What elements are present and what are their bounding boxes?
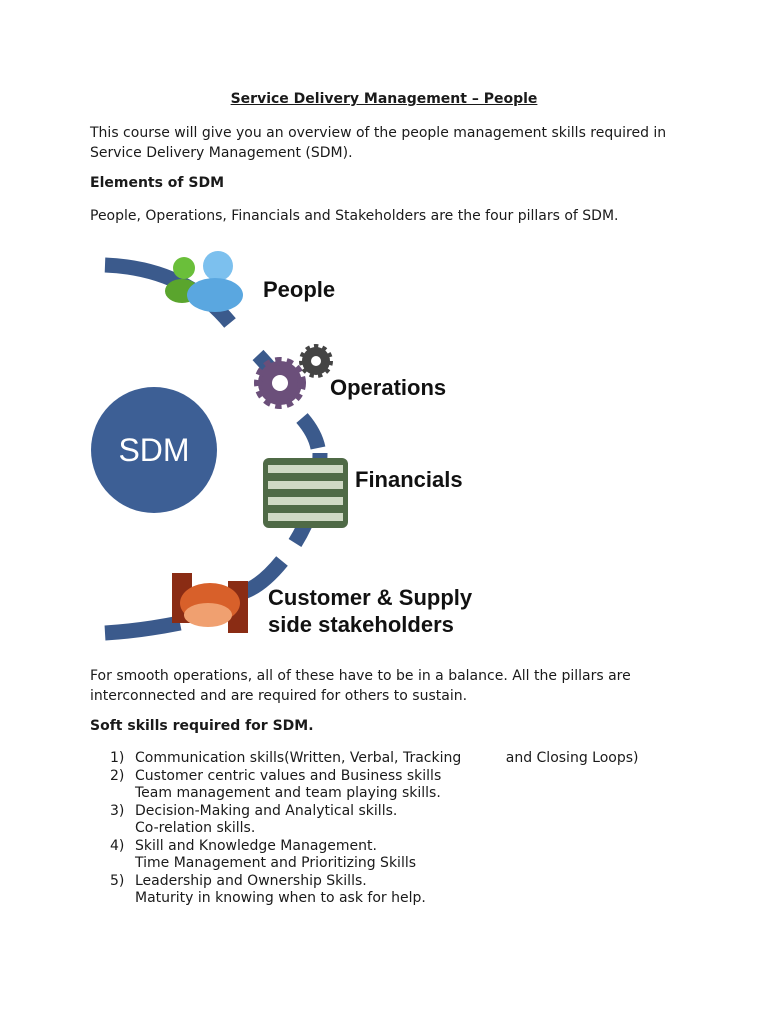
money-stack-icon	[263, 458, 348, 528]
stakeholders-label-line1: Customer & Supply	[268, 585, 473, 610]
list-item	[110, 873, 670, 908]
list-item-number: 4)	[110, 837, 125, 854]
balance-paragraph: For smooth operations, all of these have to be in a balance. All the pillars are interconnected and are required for others to sustain.	[90, 668, 631, 704]
sdm-pillars-figure	[80, 243, 500, 653]
soft-skills-list	[110, 750, 670, 908]
list-item	[110, 838, 670, 873]
page-title: Service Delivery Management – People	[230, 91, 538, 107]
people-label: People	[263, 277, 336, 302]
sdm-pillars-diagram	[80, 243, 500, 653]
list-item	[110, 750, 670, 768]
intro-paragraph: This course will give you an overview of the people management skills required in Service Delivery Management (SDM).	[90, 125, 667, 161]
list-item-text: Decision-Making and Analytical skills.	[135, 802, 398, 819]
list-item-subtext: Maturity in knowing when to ask for help.	[135, 890, 426, 906]
list-item-number: 1)	[110, 750, 125, 766]
list-item-text: Customer centric values and Business skills	[135, 767, 442, 784]
list-item-subtext: Co-relation skills.	[135, 820, 256, 836]
arc-segment-mid	[302, 418, 318, 448]
pillars-paragraph: People, Operations, Financials and Stakeholders are the four pillars of SDM.	[90, 208, 619, 224]
list-item-number: 5)	[110, 872, 125, 889]
sdm-circle	[91, 387, 217, 513]
list-item	[110, 768, 670, 803]
handshake-icon	[172, 573, 248, 633]
list-item-number: 3)	[110, 802, 125, 819]
list-item	[110, 803, 670, 838]
soft-skills-heading: Soft skills required for SDM.	[90, 718, 314, 734]
list-item-text: Skill and Knowledge Management.	[135, 837, 377, 854]
financials-label: Financials	[355, 467, 463, 492]
arc-segment-bottom	[105, 623, 180, 633]
sdm-center-label: SDM	[118, 432, 190, 468]
operations-label: Operations	[330, 375, 447, 400]
list-item-number: 2)	[110, 767, 125, 784]
people-icon	[165, 251, 243, 312]
elements-heading: Elements of SDM	[90, 175, 225, 191]
list-item-text: Leadership and Ownership Skills.	[135, 872, 367, 889]
list-item-subtext: Time Management and Prioritizing Skills	[135, 855, 417, 871]
list-item-text: Communication skills(Written, Verbal, Tracking and Closing Loops)	[135, 750, 639, 766]
list-item-subtext: Team management and team playing skills.	[135, 785, 441, 801]
stakeholders-label-line2: side stakeholders	[268, 612, 454, 637]
